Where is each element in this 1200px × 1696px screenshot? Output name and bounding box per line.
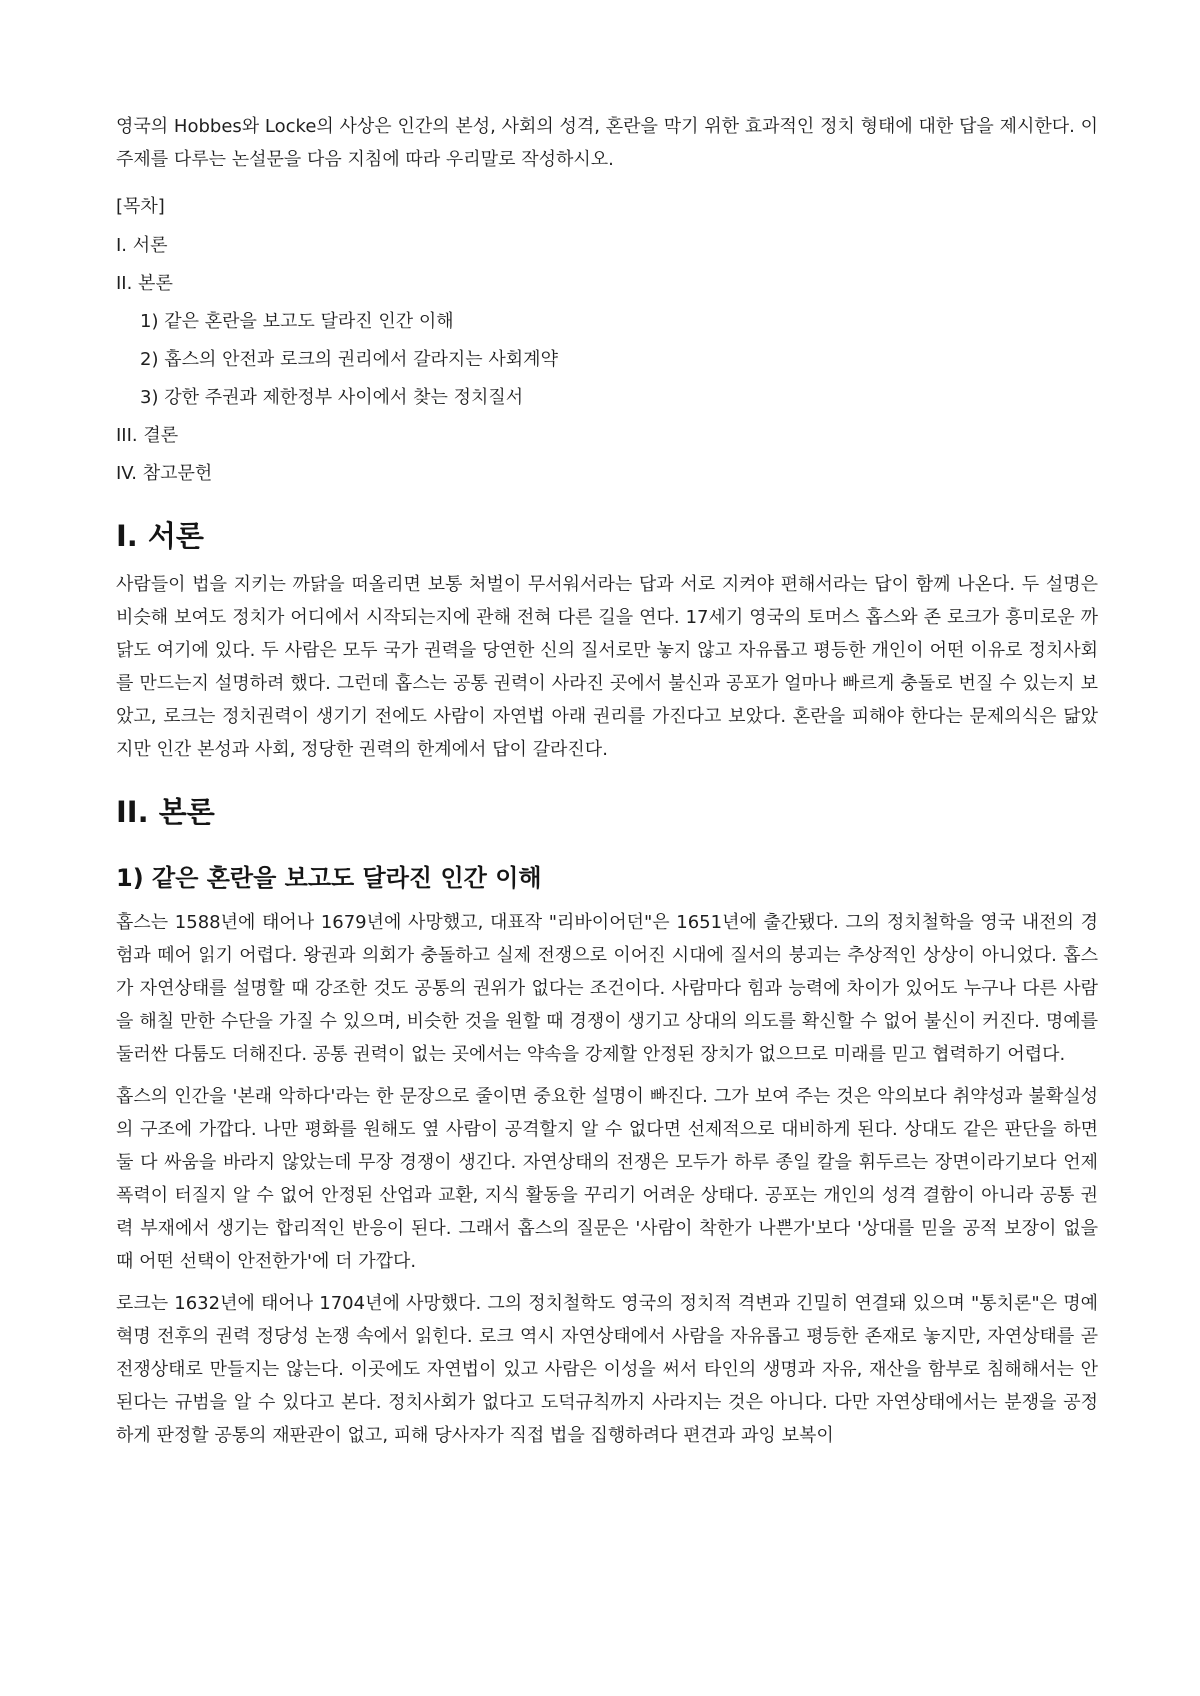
- toc-item-body: [116, 267, 1098, 300]
- table-of-contents: [116, 229, 1098, 490]
- subsection-heading-1: 1) 같은 혼란을 보고도 달라진 인간 이해: [116, 864, 542, 892]
- body-paragraph: 로크는 1632년에 태어나 1704년에 사망했다. 그의 정치철학도 영국의 정치적 격변과 긴밀히 연결돼 있으며 "통치론"은 명예혁명 전후의 권력 정당성 논쟁 속에서 읽힌다. 로크 역시 자연상태에서 사람을 자유롭고 평등한 존재로 놓지만, 자연상태를 곧 전쟁상태로 만들지는 않는다. 이곳에도 자연법이 있고 사람은 이성을 써서 타인의 생명과 자유, 재산을 함부로 침해해서는 안 된다는 규범을 알 수 있다고 본다. 정치사회가 없다고 도덕규칙까지 사라지는 것은 아니다. 다만 자연상태에서는 분쟁을 공정하게 판정할 공통의 재판관이 없고, 피해 당사자가 직접 법을 집행하려다 편견과 과잉 보복이: [116, 1293, 1098, 1446]
- toc-subitems: [116, 305, 1098, 414]
- toc-item-conclusion: III. 결론: [116, 425, 179, 446]
- toc-item-body-label: II. 본론: [116, 273, 173, 294]
- toc-heading: [목차]: [116, 196, 165, 217]
- section-heading-introduction: I. 서론: [116, 519, 204, 553]
- toc-subitem-1: 1) 같은 혼란을 보고도 달라진 인간 이해: [140, 311, 454, 332]
- toc-subitem-3: 3) 강한 주권과 제한정부 사이에서 찾는 정치질서: [140, 387, 524, 408]
- toc-item-introduction: I. 서론: [116, 235, 168, 256]
- introduction-paragraph: 사람들이 법을 지키는 까닭을 떠올리면 보통 처벌이 무서워서라는 답과 서로 지켜야 편해서라는 답이 함께 나온다. 두 설명은 비슷해 보여도 정치가 어디에서 시작되는지에 관해 전혀 다른 길을 연다. 17세기 영국의 토머스 홉스와 존 로크가 흥미로운 까닭도 여기에 있다. 두 사람은 모두 국가 권력을 당연한 신의 질서로만 놓지 않고 자유롭고 평등한 개인이 어떤 이유로 정치사회를 만드는지 설명하려 했다. 그런데 홉스는 공통 권력이 사라진 곳에서 불신과 공포가 얼마나 빠르게 충돌로 번질 수 있는지 보았고, 로크는 정치권력이 생기기 전에도 사람이 자연법 아래 권리를 가진다고 보았다. 혼란을 피해야 한다는 문제의식은 닮았지만 인간 본성과 사회, 정당한 권력의 한계에서 답이 갈라진다.: [116, 574, 1098, 760]
- body-paragraph: 홉스는 1588년에 태어나 1679년에 사망했고, 대표작 "리바이어던"은 1651년에 출간됐다. 그의 정치철학을 영국 내전의 경험과 떼어 읽기 어렵다. 왕권과 의회가 충돌하고 실제 전쟁으로 이어진 시대에 질서의 붕괴는 추상적인 상상이 아니었다. 홉스가 자연상태를 설명할 때 강조한 것도 공통의 권위가 없다는 조건이다. 사람마다 힘과 능력에 차이가 있어도 누구나 다른 사람을 해칠 만한 수단을 가질 수 있으며, 비슷한 것을 원할 때 경쟁이 생기고 상대의 의도를 확신할 수 없어 불신이 커진다. 명예를 둘러싼 다툼도 더해진다. 공통 권력이 없는 곳에서는 약속을 강제할 안정된 장치가 없으므로 미래를 믿고 협력하기 어렵다.: [116, 912, 1098, 1065]
- toc-subitem-2: 2) 홉스의 안전과 로크의 권리에서 갈라지는 사회계약: [140, 349, 558, 370]
- body-paragraph: 홉스의 인간을 '본래 악하다'라는 한 문장으로 줄이면 중요한 설명이 빠진다. 그가 보여 주는 것은 악의보다 취약성과 불확실성의 구조에 가깝다. 나만 평화를 원해도 옆 사람이 공격할지 알 수 없다면 선제적으로 대비하게 된다. 상대도 같은 판단을 하면 둘 다 싸움을 바라지 않았는데 무장 경쟁이 생긴다. 자연상태의 전쟁은 모두가 하루 종일 칼을 휘두르는 장면이라기보다 언제 폭력이 터질지 알 수 없어 안정된 산업과 교환, 지식 활동을 꾸리기 어려운 상태다. 공포는 개인의 성격 결함이 아니라 공통 권력 부재에서 생기는 합리적인 반응이 된다. 그래서 홉스의 질문은 '사람이 착한가 나쁜가'보다 '상대를 믿을 공적 보장이 없을 때 어떤 선택이 안전한가'에 더 가깝다.: [116, 1086, 1098, 1272]
- intro-paragraph: 영국의 Hobbes와 Locke의 사상은 인간의 본성, 사회의 성격, 혼란을 막기 위한 효과적인 정치 형태에 대한 답을 제시한다. 이 주제를 다루는 논설문을 다음 지침에 따라 우리말로 작성하시오.: [116, 116, 1098, 170]
- section-heading-body: II. 본론: [116, 795, 215, 829]
- toc-item-references: IV. 참고문헌: [116, 463, 213, 484]
